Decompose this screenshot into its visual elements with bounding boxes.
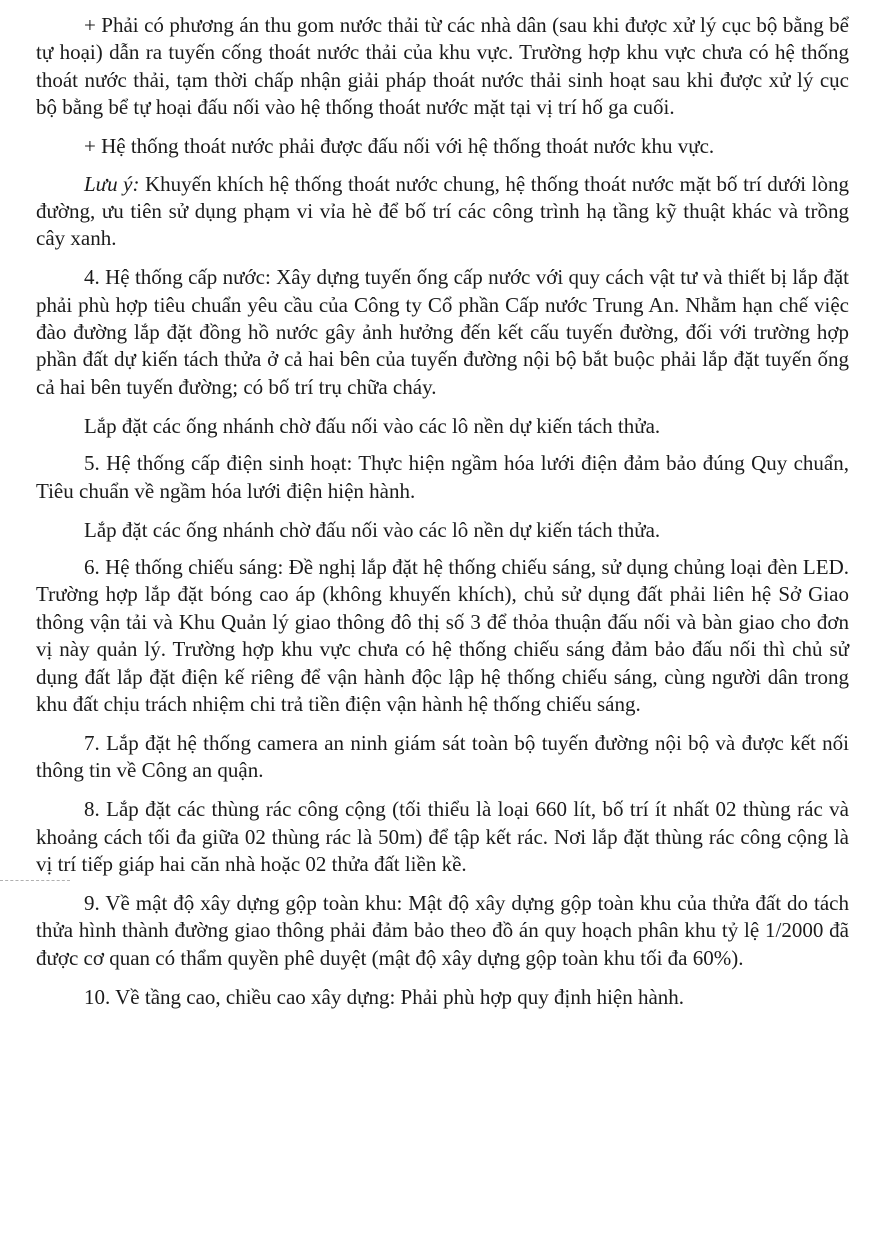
paragraph-water-branch-pipes xyxy=(36,413,849,440)
paragraph-drainage-note xyxy=(36,171,849,253)
paragraph-building-height xyxy=(36,984,849,1011)
paragraph-text: Khuyến khích hệ thống thoát nước chung, hệ thống thoát nước mặt bố trí dưới lòng đường, ưu tiên sử dụng phạm vi vỉa hè để bố trí các công trình hạ tầng kỹ thuật khác và trồng cây xanh. xyxy=(36,171,849,251)
paragraph-text: + Hệ thống thoát nước phải được đấu nối với hệ thống thoát nước khu vực. xyxy=(84,134,715,159)
paragraph-text: 6. Hệ thống chiếu sáng: Đề nghị lắp đặt hệ thống chiếu sáng, sử dụng chủng loại đèn LED. Trường hợp lắp đặt bóng cao áp (không khuyến khích), chủ sử dụng đất phải liên hệ Sở Giao thông vận tải và Khu Quản lý giao thông đô thị số 3 để thỏa thuận đấu nối và bàn giao cho đơn vị này quản lý. Trường hợp khu vực chưa có hệ thống chiếu sáng đảm bảo đấu nối thì chủ sử dụng đất lắp đặt điện kế riêng để vận hành độc lập hệ thống chiếu sáng, cùng người dân trong khu đất chịu trách nhiệm chi trả tiền điện vận hành hệ thống chiếu sáng. xyxy=(36,554,849,716)
paragraph-power-supply xyxy=(36,450,849,505)
paragraph-trash-bins xyxy=(36,796,849,878)
paragraph-power-branch-pipes xyxy=(36,517,849,544)
paragraph-text: 4. Hệ thống cấp nước: Xây dựng tuyến ống cấp nước với quy cách vật tư và thiết bị lắp đặt phải phù hợp tiêu chuẩn yêu cầu của Công ty Cổ phần Cấp nước Trung An. Nhằm hạn chế việc đào đường lắp đặt đồng hồ nước gây ảnh hưởng đến kết cấu tuyến đường, đối với trường hợp phần đất dự kiến tách thửa ở cả hai bên của tuyến đường nội bộ bắt buộc phải lắp đặt tuyến ống cả hai bên tuyến đường; có bố trí trụ chữa cháy. xyxy=(36,265,849,399)
scan-edge-mark xyxy=(0,880,70,881)
paragraph-text: Lắp đặt các ống nhánh chờ đấu nối vào các lô nền dự kiến tách thửa. xyxy=(84,517,661,542)
paragraph-text: 5. Hệ thống cấp điện sinh hoạt: Thực hiện ngầm hóa lưới điện đảm bảo đúng Quy chuẩn, Tiêu chuẩn về ngầm hóa lưới điện hiện hành. xyxy=(36,451,849,503)
paragraph-text: 8. Lắp đặt các thùng rác công cộng (tối thiểu là loại 660 lít, bố trí ít nhất 02 thùng rác và khoảng cách tối đa giữa 02 thùng rác là 50m) để tập kết rác. Nơi lắp đặt thùng rác công cộng là vị trí tiếp giáp hai căn nhà hoặc 02 thửa đất liền kề. xyxy=(36,797,849,876)
paragraph-building-density xyxy=(36,890,849,972)
paragraph-text: 10. Về tầng cao, chiều cao xây dựng: Phải phù hợp quy định hiện hành. xyxy=(84,984,685,1009)
paragraph-lighting xyxy=(36,554,849,718)
paragraph-wastewater-collection xyxy=(36,12,849,122)
paragraph-camera xyxy=(36,730,849,785)
paragraph-text: 9. Về mật độ xây dựng gộp toàn khu: Mật độ xây dựng gộp toàn khu của thửa đất do tách thửa hình thành đường giao thông phải đảm bảo theo đồ án quy hoạch phân khu tỷ lệ 1/2000 đã được cơ quan có thẩm quyền phê duyệt (mật độ xây dựng gộp toàn khu tối đa 60%). xyxy=(36,890,849,970)
paragraph-drainage-connection xyxy=(36,133,849,160)
paragraph-text: Lắp đặt các ống nhánh chờ đấu nối vào các lô nền dự kiến tách thửa. xyxy=(84,413,661,438)
paragraph-water-supply xyxy=(36,264,849,401)
note-label: Lưu ý: xyxy=(84,171,140,196)
paragraph-text: 7. Lắp đặt hệ thống camera an ninh giám sát toàn bộ tuyến đường nội bộ và được kết nối thông tin về Công an quận. xyxy=(36,730,849,783)
paragraph-text: + Phải có phương án thu gom nước thải từ các nhà dân (sau khi được xử lý cục bộ bằng bể tự hoại) dẫn ra tuyến cống thoát nước thải của khu vực. Trường hợp khu vực chưa có hệ thống thoát nước thải, tạm thời chấp nhận giải pháp thoát nước thải sinh hoạt sau khi được xử lý cục bộ bằng bể tự hoại đấu nối vào hệ thống thoát nước mặt tại vị trí hố ga cuối. xyxy=(36,13,849,120)
